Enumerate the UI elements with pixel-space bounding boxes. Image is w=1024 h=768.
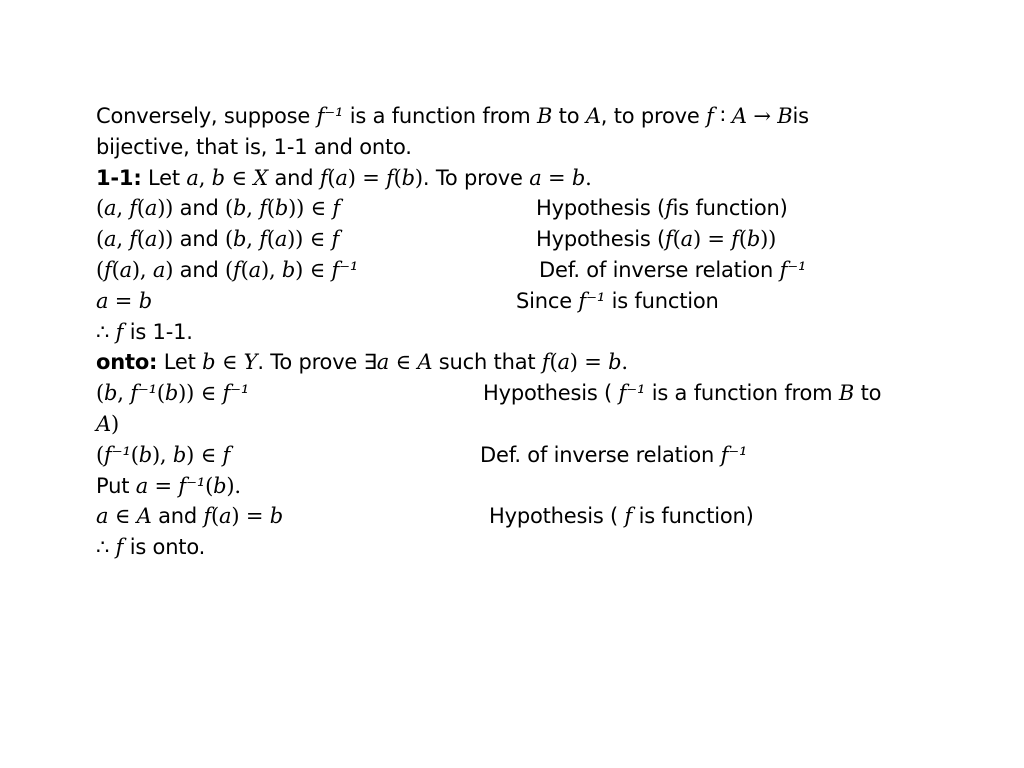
math-run: )) ∈ bbox=[178, 381, 223, 406]
math-run: ) = bbox=[692, 227, 732, 252]
math-run: ∈ bbox=[215, 350, 244, 375]
text-run: and bbox=[173, 258, 226, 282]
math-run: a bbox=[96, 288, 109, 313]
justification-ostep4 bbox=[489, 503, 754, 529]
proof-line-onto-head bbox=[96, 349, 628, 375]
math-run: ( bbox=[266, 227, 275, 252]
math-run: A bbox=[731, 104, 747, 128]
justification-ostep1 bbox=[483, 380, 881, 406]
math-run: f⁻¹ bbox=[130, 381, 157, 406]
text-run: Since bbox=[516, 288, 579, 313]
math-run: f bbox=[624, 504, 633, 529]
text-run: is bbox=[792, 104, 809, 128]
math-run: f⁻¹ bbox=[618, 381, 646, 406]
math-run: ( bbox=[96, 258, 104, 282]
section-label: onto: bbox=[96, 350, 158, 375]
math-run: B bbox=[536, 104, 553, 128]
math-run: ( bbox=[96, 227, 104, 252]
math-run: a bbox=[135, 473, 149, 498]
math-run: f bbox=[259, 227, 267, 252]
math-run: a bbox=[119, 258, 132, 282]
text-run: and bbox=[173, 227, 226, 252]
math-run: b bbox=[202, 350, 216, 375]
section-label: 1-1: bbox=[96, 165, 142, 190]
math-run: f⁻¹ bbox=[331, 258, 359, 282]
math-run: )) bbox=[157, 227, 174, 252]
math-run: A bbox=[96, 412, 111, 436]
math-run: f bbox=[665, 196, 673, 221]
text-run: and bbox=[173, 196, 226, 221]
math-run: ( bbox=[549, 350, 558, 375]
math-run: a bbox=[219, 504, 232, 529]
math-run: b bbox=[233, 196, 247, 221]
text-run: Hypothesis ( bbox=[536, 227, 666, 252]
math-run: ), bbox=[131, 258, 153, 282]
math-run: . bbox=[585, 165, 592, 190]
math-run: ) bbox=[414, 165, 423, 190]
math-run: ∈ bbox=[108, 504, 137, 529]
math-run: ) = bbox=[231, 504, 270, 529]
text-run: and bbox=[267, 165, 320, 190]
math-run: ( bbox=[130, 442, 139, 467]
text-run: Put bbox=[96, 473, 136, 498]
proof-line-concl2 bbox=[96, 534, 205, 560]
math-run: ) ∈ bbox=[186, 442, 223, 467]
math-run: , bbox=[246, 196, 260, 221]
math-run: b bbox=[401, 165, 415, 190]
math-run: b bbox=[269, 504, 283, 529]
math-run: , bbox=[117, 381, 131, 406]
text-run: is a function from bbox=[645, 381, 839, 406]
math-run: )) bbox=[760, 227, 777, 252]
math-run: b bbox=[172, 442, 187, 467]
math-run: = bbox=[108, 288, 139, 313]
text-run: Hypothesis ( bbox=[536, 196, 666, 221]
math-run: f bbox=[731, 227, 739, 252]
math-run: b bbox=[104, 381, 118, 406]
math-run: a bbox=[248, 258, 261, 282]
math-run: A bbox=[585, 104, 601, 128]
text-run: is function bbox=[605, 288, 719, 313]
math-run: ( bbox=[136, 227, 145, 252]
text-run: to bbox=[854, 381, 882, 406]
math-run: ( bbox=[225, 227, 234, 252]
math-run: b bbox=[164, 381, 179, 406]
math-run: f⁻¹ bbox=[779, 258, 807, 282]
math-run: ∶ bbox=[713, 104, 732, 128]
math-run: b bbox=[746, 227, 761, 252]
math-run: B bbox=[838, 381, 855, 406]
math-run: f bbox=[665, 227, 673, 252]
justification-step1 bbox=[536, 195, 788, 221]
math-run: ), bbox=[260, 258, 282, 282]
math-run: ( bbox=[240, 258, 249, 282]
math-run: f⁻¹ bbox=[720, 442, 748, 467]
text-run: . To prove bbox=[422, 165, 530, 190]
math-run: . bbox=[621, 350, 628, 375]
math-run: b bbox=[571, 165, 586, 190]
math-run: a bbox=[335, 165, 348, 190]
text-run: is a function from bbox=[343, 104, 537, 128]
math-run: f⁻¹ bbox=[178, 473, 206, 498]
justification-ostep2 bbox=[480, 442, 747, 468]
text-run: Def. of inverse relation bbox=[539, 258, 780, 282]
proof-line-step2 bbox=[96, 226, 339, 252]
math-run: f bbox=[115, 319, 124, 344]
text-run: is function) bbox=[672, 196, 788, 221]
math-run: → bbox=[746, 104, 778, 128]
math-run: a bbox=[274, 227, 288, 252]
text-run: . To prove ∃ bbox=[257, 350, 377, 375]
math-run: A bbox=[136, 504, 152, 529]
math-run: f bbox=[129, 196, 137, 221]
math-run: )) ∈ bbox=[287, 227, 332, 252]
justification-step3 bbox=[539, 257, 806, 283]
math-run: f⁻¹ bbox=[104, 442, 131, 467]
math-run: a bbox=[680, 227, 693, 252]
math-run: ( bbox=[266, 196, 275, 221]
math-run: b bbox=[233, 227, 247, 252]
math-run: , bbox=[116, 196, 130, 221]
math-run: f bbox=[386, 165, 394, 190]
justification-step2 bbox=[536, 226, 776, 252]
proof-line-ostep2 bbox=[96, 442, 230, 468]
math-run: f bbox=[222, 442, 231, 467]
math-run: a bbox=[376, 350, 390, 375]
math-run: b bbox=[213, 473, 227, 498]
math-run: ) = bbox=[569, 350, 609, 375]
text-run: is function) bbox=[632, 504, 754, 529]
math-run: b bbox=[138, 288, 152, 313]
math-run: a bbox=[557, 350, 570, 375]
math-run: ) = bbox=[347, 165, 387, 190]
math-run: f⁻¹ bbox=[578, 288, 606, 313]
math-run: f⁻¹ bbox=[222, 381, 250, 406]
math-run: ( bbox=[327, 165, 336, 190]
math-run: ( bbox=[96, 381, 104, 406]
math-run: ( bbox=[225, 196, 234, 221]
math-run: ( bbox=[393, 165, 402, 190]
math-run: ), bbox=[151, 442, 173, 467]
math-run: ( bbox=[205, 473, 214, 498]
text-run: to bbox=[552, 104, 586, 128]
proof-line-one-one-head bbox=[96, 165, 592, 191]
math-run: f bbox=[332, 196, 340, 221]
proof-line-ostep1b bbox=[96, 411, 119, 437]
proof-line-ostep3 bbox=[96, 473, 241, 499]
math-run: f bbox=[115, 535, 124, 560]
math-run: A bbox=[417, 350, 433, 375]
math-run: ∴ bbox=[96, 319, 116, 344]
math-run: ( bbox=[111, 258, 120, 282]
math-run: f⁻¹ bbox=[316, 104, 344, 128]
proof-line-ostep1 bbox=[96, 380, 249, 406]
math-run: ( bbox=[156, 381, 165, 406]
text-run: is 1-1. bbox=[123, 319, 193, 344]
math-run: ). bbox=[226, 473, 241, 498]
math-run: a bbox=[529, 165, 542, 190]
math-run: a bbox=[104, 227, 117, 252]
text-run: and bbox=[151, 504, 204, 529]
justification-step4 bbox=[516, 288, 719, 314]
math-run: b bbox=[211, 165, 225, 190]
math-run: ) ∈ bbox=[295, 258, 332, 282]
math-run: a bbox=[96, 504, 109, 529]
math-run: a bbox=[104, 196, 117, 221]
math-run: ∈ bbox=[389, 350, 418, 375]
proof-line-concl1 bbox=[96, 319, 193, 345]
text-run: such that bbox=[432, 350, 542, 375]
math-run: f bbox=[331, 227, 340, 252]
math-run: b bbox=[274, 196, 289, 221]
math-run: ( bbox=[211, 504, 220, 529]
text-run: Conversely, suppose bbox=[96, 104, 317, 128]
math-run: = bbox=[148, 473, 179, 498]
math-run: f bbox=[259, 196, 267, 221]
proof-line-ostep4 bbox=[96, 503, 283, 529]
math-run: f bbox=[104, 258, 112, 282]
math-run: b bbox=[608, 350, 622, 375]
text-run: Let bbox=[141, 165, 187, 190]
math-run: Y bbox=[243, 350, 258, 375]
math-run: ( bbox=[96, 442, 104, 467]
math-run: ( bbox=[136, 196, 145, 221]
text-run: Hypothesis ( bbox=[483, 381, 619, 406]
math-run: f bbox=[129, 227, 137, 252]
text-run: is onto. bbox=[123, 535, 206, 560]
math-run: a bbox=[152, 258, 166, 282]
math-run: )) bbox=[157, 196, 174, 221]
math-run: )) ∈ bbox=[288, 196, 333, 221]
text-run: Let bbox=[157, 350, 203, 375]
math-run: , bbox=[116, 227, 130, 252]
math-run: ( bbox=[672, 227, 681, 252]
math-run: ∈ bbox=[224, 165, 254, 190]
math-run: , bbox=[246, 227, 260, 252]
math-run: f bbox=[706, 104, 714, 128]
proof-line-step4 bbox=[96, 288, 152, 314]
text-run: Def. of inverse relation bbox=[480, 442, 721, 467]
proof-line-step3 bbox=[96, 257, 358, 283]
math-run: f bbox=[233, 258, 241, 282]
math-run: X bbox=[253, 165, 268, 190]
math-run: b bbox=[281, 258, 296, 282]
math-run: = bbox=[541, 165, 572, 190]
math-run: ( bbox=[738, 227, 747, 252]
math-run: a bbox=[186, 165, 199, 190]
math-run: a bbox=[144, 196, 158, 221]
text-run: bijective, that is, 1-1 and onto. bbox=[96, 134, 412, 159]
math-run: ∴ bbox=[96, 535, 116, 560]
math-run: ) bbox=[110, 412, 119, 436]
math-run: ) bbox=[165, 258, 174, 282]
math-run: b bbox=[138, 442, 152, 467]
math-run: ( bbox=[225, 258, 234, 282]
math-run: ( bbox=[96, 196, 104, 221]
math-run: f bbox=[319, 165, 328, 190]
proof-line-intro1 bbox=[96, 103, 809, 129]
proof-line-intro2 bbox=[96, 134, 412, 160]
text-run: Hypothesis ( bbox=[489, 504, 625, 529]
math-run: B bbox=[777, 104, 793, 128]
proof-line-step1 bbox=[96, 195, 340, 221]
text-run: , to prove bbox=[600, 104, 707, 128]
math-run: a bbox=[144, 227, 158, 252]
math-run: f bbox=[541, 350, 550, 375]
math-run: f bbox=[203, 504, 212, 529]
math-run: , bbox=[198, 165, 212, 190]
